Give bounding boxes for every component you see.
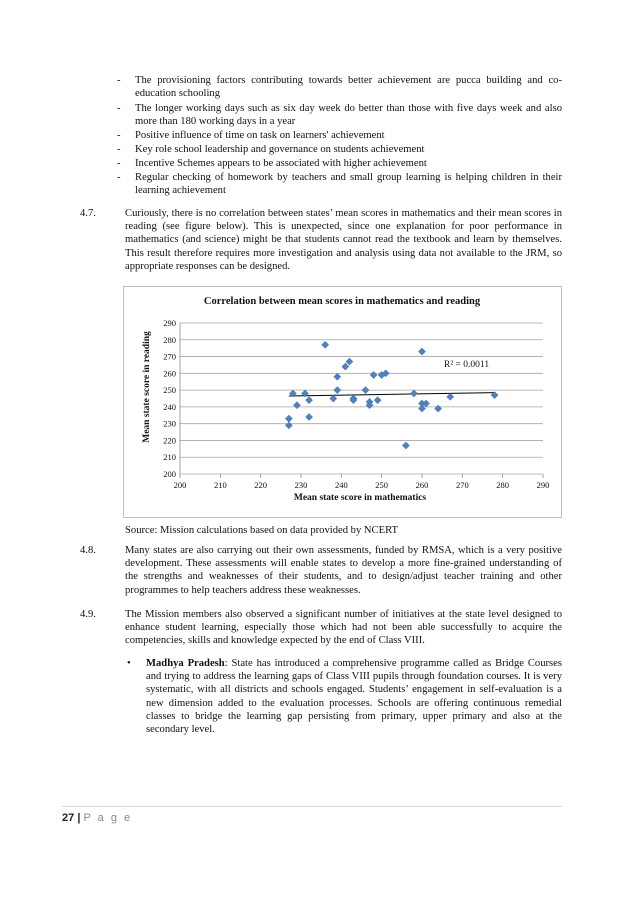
data-point [370,371,377,378]
data-point [322,341,329,348]
x-tick-label: 240 [334,480,348,490]
bullet-dash: - [117,144,121,155]
x-tick-label: 260 [415,480,429,490]
bullet-dash: - [117,130,121,141]
bullet-text: Regular checking of homework by teachers and small group learning is helping children in their learning achievement [135,172,562,197]
data-point [418,405,425,412]
y-tick-label: 260 [163,368,176,379]
data-point [410,390,417,397]
data-point [334,387,341,394]
chart-title: Correlation between mean scores in mathematics and reading [203,296,481,307]
page-footer [62,812,132,824]
y-tick-label: 240 [163,401,176,412]
x-tick-label: 210 [213,480,227,490]
data-point [422,400,429,407]
bullet-text: Key role school leadership and governance on students achievement [135,144,425,155]
scatter-chart [124,287,561,517]
source-note: Source: Mission calculations based on data provided by NCERT [125,525,398,536]
y-tick-label: 270 [163,351,176,362]
x-tick-label: 290 [536,480,550,490]
bullet-text: Positive influence of time on task on learners' achievement [135,130,385,141]
bullet-text: The provisioning factors contributing towards better achievement are pucca building and co-education schooling [135,75,562,100]
y-tick-label: 250 [163,385,176,396]
data-point [334,373,341,380]
data-point [293,402,300,409]
footer-divider [62,806,562,807]
chart-frame [123,286,562,518]
y-tick-label: 280 [163,334,176,345]
y-tick-label: 230 [163,418,176,429]
bullet-text: The longer working days such as six day week do better than those with five days week and also more than 180 working days in a year [135,103,562,128]
data-point [374,397,381,404]
bullet-text: Incentive Schemes appears to be associated with higher achievement [135,158,427,169]
x-tick-label: 230 [294,480,308,490]
x-tick-label: 280 [496,480,510,490]
data-point [342,363,349,370]
y-tick-label: 200 [163,469,176,479]
data-point [305,397,312,404]
data-point [402,442,409,449]
y-tick-label: 220 [163,435,176,446]
bullet-dash: - [117,75,121,86]
x-tick-label: 270 [455,480,469,490]
data-point [418,348,425,355]
data-point [285,422,292,429]
data-point [362,387,369,394]
page-label: P a g e [83,812,133,824]
data-point [330,395,337,402]
x-axis-label: Mean state score in mathematics [293,493,427,503]
x-tick-label: 220 [254,480,268,490]
bullet-dot-icon: • [127,658,131,669]
section-paragraph: The Mission members also observed a significant number of initiatives at the state level designed to enhance student learning, especially those which had not been able successfully to acquire the competencies, skills and knowledge expected by the end of Class VIII. [125,609,562,647]
section-paragraph: Many states are also carrying out their own assessments, funded by RMSA, which is a very positive development. These assessments will enable states to develop a more fine-grained understanding of the strengths and weaknesses of their students, and to design/adjust teacher training and other programmes to help teachers address these weaknesses. [125,545,562,596]
data-point [447,393,454,400]
section-paragraph: Curiously, there is no correlation between states’ mean scores in mathematics and their mean scores in reading (see figure below). This is unexpected, since one explanation for poor performance in mathematics (and science) might be that students cannot read the textbook and learn by themselves. This result therefore requires more investigation and analysis using data not available to the JRM, so appropriate responses can be designed. [125,208,562,272]
state-description: : State has introduced a comprehensive programme called as Bridge Courses and trying to address the learning gaps of Class VIII pupils through foundation courses. It is very systematic, with all districts and schools engaged. Students’ engagement in self-evaluation is a new dimension added to the evaluation processes. Schools are offering continuous remedial classes to bridge the learning gap persisting from primary, upper primary and also at the secondary level. [146,658,562,736]
section-number: 4.8. [80,545,96,556]
data-point [346,358,353,365]
bullet-dash: - [117,172,121,183]
r-squared-label: R² = 0.0011 [444,360,490,370]
x-tick-label: 250 [375,480,389,490]
bullet-dash: - [117,158,121,169]
data-point [435,405,442,412]
data-point [305,413,312,420]
trendline [289,393,495,396]
state-bullet-text [146,657,562,736]
x-tick-label: 200 [173,480,187,490]
state-bullet [125,657,562,736]
bullet-dash: - [117,103,121,114]
section-number: 4.9. [80,609,96,620]
page-number: 27 [62,812,75,824]
y-tick-label: 210 [163,452,176,463]
footer-separator: | [77,812,81,824]
state-name: Madhya Pradesh [146,658,225,669]
section-number: 4.7. [80,208,96,219]
data-point [285,415,292,422]
y-axis-label: Mean state score in reading [142,331,152,443]
y-tick-label: 290 [163,318,176,328]
